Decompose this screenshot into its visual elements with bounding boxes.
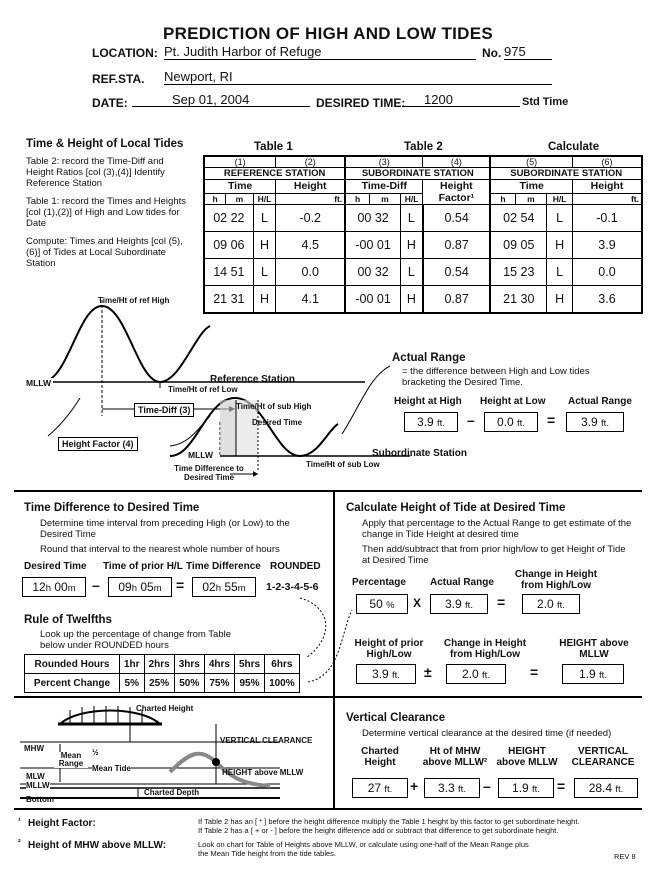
cell-hl1[interactable]: L xyxy=(253,259,276,286)
twelfths-table xyxy=(24,654,300,693)
col-1-number: (1) xyxy=(204,156,276,168)
charted-height-label: Charted Height xyxy=(136,704,194,713)
vc-height-above-mllw-field[interactable]: 1.9 ft. xyxy=(498,778,554,798)
equals-sign: = xyxy=(557,778,566,794)
prior-height-field[interactable]: 3.9 ft. xyxy=(356,664,416,684)
vertical-clearance-result-label: VERTICAL CLEARANCE xyxy=(571,746,635,768)
subordinate-station-calc-header: SUBORDINATE STATION xyxy=(490,168,642,180)
rule-of-twelfths-title: Rule of Twelfths xyxy=(24,614,112,626)
height-above-mllw-diagram-label: HEIGHT above MLLW xyxy=(222,768,304,777)
subordinate-station-header: SUBORDINATE STATION xyxy=(345,168,490,180)
sub-low-label: Time/Ht of sub Low xyxy=(306,460,380,469)
h-subheader: h xyxy=(490,193,515,204)
date-field[interactable]: Sep 01, 2004 xyxy=(132,92,310,107)
ref-high-label: Time/Ht of ref High xyxy=(98,296,170,305)
rounded-hours-cell: 2hrs xyxy=(144,655,174,674)
location-field[interactable]: Pt. Judith Harbor of Refuge xyxy=(164,44,476,60)
mean-tide-label: Mean Tide xyxy=(92,764,131,773)
actual-range-field[interactable]: 3.9 ft. xyxy=(566,412,624,432)
calc-height-desc-1: Apply that percentage to the Actual Range to get estimate of the change in Tide Height at desired time xyxy=(362,518,632,540)
cell-t1[interactable]: 21 31 xyxy=(204,286,253,314)
percent-change-cell: 5% xyxy=(120,674,145,693)
footnote-1-marker: ¹ xyxy=(18,816,21,825)
tide-table xyxy=(203,155,643,314)
cell-hl1[interactable]: H xyxy=(253,232,276,259)
calc-actual-range-field[interactable]: 3.9 ft. xyxy=(430,594,488,614)
mhw-footnote-label: Height of MHW above MLLW: xyxy=(28,840,167,851)
vc-height-above-mllw-label: HEIGHT above MLLW xyxy=(496,746,558,768)
col-5-number: (5) xyxy=(490,156,572,168)
cell-t1[interactable]: 14 51 xyxy=(204,259,253,286)
height-above-mllw-label: HEIGHT above MLLW xyxy=(559,638,629,660)
rounded-hours-label: Rounded Hours xyxy=(25,655,120,674)
vc-diagram-label: VERTICAL CLEARANCE xyxy=(220,736,313,745)
equals-sign: = xyxy=(530,664,539,680)
charted-depth-label: Charted Depth xyxy=(144,788,200,797)
cell-f[interactable]: 0.87 xyxy=(423,286,491,314)
height-factor-note-1: If Table 2 has an [ * ] before the height difference multiply the Table 1 height by this factor to get subordinate height. xyxy=(198,817,580,826)
cell-t1[interactable]: 09 06 xyxy=(204,232,253,259)
rounded-col-label: ROUNDED xyxy=(270,561,321,572)
cell-t5[interactable]: 15 23 xyxy=(490,259,546,286)
cell-f[interactable]: 0.87 xyxy=(423,232,491,259)
vertical-clearance-desc: Determine vertical clearance at the desired time (if needed) xyxy=(362,728,612,739)
ft-subheader: ft. xyxy=(276,193,346,204)
rounded-hours-cell: 3hrs xyxy=(174,655,204,674)
rule-of-twelfths-desc: Look up the percentage of change from Table below under ROUNDED hours xyxy=(40,629,232,651)
cell-hl5[interactable]: H xyxy=(547,232,573,259)
time-diff-header: Time-Diff xyxy=(345,180,423,194)
mean-range-label: Mean Range xyxy=(54,752,88,768)
cell-hl3[interactable]: H xyxy=(400,286,422,314)
cell-h1[interactable]: 0.0 xyxy=(276,259,346,286)
desired-time-hm-field[interactable]: 12h 00m xyxy=(22,577,86,597)
percent-change-cell: 75% xyxy=(204,674,234,693)
h-subheader: h xyxy=(345,193,369,204)
minus-sign: – xyxy=(483,778,491,794)
col-4-number: (4) xyxy=(423,156,491,168)
charted-height-field[interactable]: 27 ft. xyxy=(352,778,408,798)
date-label: DATE: xyxy=(92,96,128,110)
time-difference-desc-2: Round that interval to the nearest whole number of hours xyxy=(40,544,280,555)
charted-height-calc-label: Charted Height xyxy=(361,746,399,768)
percent-change-label: Percent Change xyxy=(25,674,120,693)
mhw-note-2: the Mean Tide height from the tide tables. xyxy=(198,849,336,858)
calc-height-desc-2: Then add/subtract that from prior high/low to get Height of Tide at Desired Time xyxy=(362,544,626,566)
reference-station-header: REFERENCE STATION xyxy=(204,168,345,180)
table1-title: Table 1 xyxy=(254,141,293,153)
cell-t5[interactable]: 21 30 xyxy=(490,286,546,314)
cell-td[interactable]: 00 32 xyxy=(345,259,400,286)
actual-range-label: Actual Range xyxy=(568,396,632,407)
cell-t5[interactable]: 09 05 xyxy=(490,232,546,259)
height-at-low-label: Height at Low xyxy=(480,396,546,407)
minus-sign: – xyxy=(467,412,475,428)
col-3-number: (3) xyxy=(345,156,423,168)
table2-instruction: Table 2: record the Time-Diff and Height Ratios [col (3),(4)] Identify Reference Station xyxy=(26,156,165,189)
twelfths-arrows xyxy=(300,596,360,706)
multiply-sign: X xyxy=(413,596,422,610)
calculate-title: Calculate xyxy=(548,141,600,153)
cell-hl5[interactable]: L xyxy=(547,259,573,286)
number-field[interactable]: 975 xyxy=(504,44,552,60)
mhw-note-1: Look on chart for Table of Heights above MLLW, or calculate using one-half of the Mean Range plus xyxy=(198,840,529,849)
minus-sign: – xyxy=(92,577,100,593)
number-label: No. xyxy=(482,46,502,60)
calc-actual-range-label: Actual Range xyxy=(430,577,494,588)
percent-change-cell: 100% xyxy=(265,674,300,693)
subordinate-station-label: Subordinate Station xyxy=(372,448,467,459)
cell-h6[interactable]: -0.1 xyxy=(573,205,643,232)
mlw-label: MLW xyxy=(26,772,45,781)
desired-time-marker-label: Desired Time xyxy=(252,418,303,427)
mhw-above-mllw-field[interactable]: 3.3 ft. xyxy=(424,778,480,798)
cell-h1[interactable]: -0.2 xyxy=(276,205,346,232)
cell-td[interactable]: -00 01 xyxy=(345,232,400,259)
equals-sign: = xyxy=(176,577,185,593)
vertical-clearance-field[interactable]: 28.4 ft. xyxy=(574,778,638,798)
time-difference-desc-1: Determine time interval from preceding High (or Low) to the Desired Time xyxy=(40,518,290,540)
cell-f[interactable]: 0.54 xyxy=(423,205,491,232)
cell-td[interactable]: 00 32 xyxy=(345,205,400,232)
bottom-label: Bottom xyxy=(26,795,54,804)
time-calc-header: Time xyxy=(490,180,572,194)
page-title: PREDICTION OF HIGH AND LOW TIDES xyxy=(162,24,494,43)
plus-minus-sign: ± xyxy=(424,664,432,680)
table1-instruction: Table 1: record the Times and Heights [col (1),(2)] of High and Low tides for Date xyxy=(26,196,187,229)
time-difference-hm-field[interactable]: 02h 55m xyxy=(192,577,256,597)
height-calc-header: Height xyxy=(573,180,643,194)
tide-row xyxy=(204,205,642,232)
ref-low-label: Time/Ht of ref Low xyxy=(168,385,238,394)
height-factor-header: Height Factor¹ xyxy=(423,180,491,205)
revision-label: REV 8 xyxy=(614,852,636,861)
local-tides-title: Time & Height of Local Tides xyxy=(26,138,184,150)
col-6-number: (6) xyxy=(573,156,643,168)
plus-sign: + xyxy=(410,778,419,794)
time-header: Time xyxy=(204,180,276,194)
footnote-2-marker: ² xyxy=(18,838,21,847)
prior-hl-hm-field[interactable]: 09h 05m xyxy=(108,577,172,597)
tide-row xyxy=(204,259,642,286)
percent-change-cell: 95% xyxy=(234,674,264,693)
height-at-high-field[interactable]: 3.9 ft. xyxy=(404,412,458,432)
change-in-height-field[interactable]: 2.0 ft. xyxy=(522,594,580,614)
prior-height-label: Height of prior High/Low xyxy=(354,638,424,660)
sub-high-label: Time/Ht of sub High xyxy=(236,402,312,411)
cell-h6[interactable]: 3.6 xyxy=(573,286,643,314)
hl-subheader: H/L xyxy=(253,193,276,204)
cell-hl1[interactable]: H xyxy=(253,286,276,314)
cell-h6[interactable]: 0.0 xyxy=(573,259,643,286)
actual-range-desc: = the difference between High and Low tides bracketing the Desired Time. xyxy=(402,366,590,388)
height-factor-note-2: If Table 2 has a [ + or - ] before the height difference add or subtract that difference to get subordinate height. xyxy=(198,826,559,835)
time-difference-col-label: Time Difference xyxy=(186,561,261,572)
change-in-height-label: Change in Height from High/Low xyxy=(514,569,598,591)
desired-time-field[interactable]: 1200 xyxy=(402,92,520,107)
time-diff-box: Time-Diff (3) xyxy=(134,403,194,417)
compute-instruction: Compute: Times and Heights [col (5),(6)] of Tides at Local Subordinate Station xyxy=(26,236,183,269)
percentage-label: Percentage xyxy=(352,577,406,588)
vertical-clearance-title: Vertical Clearance xyxy=(346,712,446,724)
height-at-high-label: Height at High xyxy=(394,396,462,407)
divider-3 xyxy=(14,808,642,810)
half-label: ½ xyxy=(92,748,99,757)
percent-change-cell: 50% xyxy=(174,674,204,693)
equals-sign: = xyxy=(547,412,556,428)
cell-f[interactable]: 0.54 xyxy=(423,259,491,286)
refsta-field[interactable]: Newport, RI xyxy=(164,69,552,85)
reference-station-label: Reference Station xyxy=(210,374,296,385)
cell-h1[interactable]: 4.1 xyxy=(276,286,346,314)
desired-time-label: DESIRED TIME: xyxy=(316,96,406,110)
h-subheader: h xyxy=(204,193,226,204)
location-label: LOCATION: xyxy=(92,46,158,60)
cell-h1[interactable]: 4.5 xyxy=(276,232,346,259)
change-in-height-2-label: Change in Height from High/Low xyxy=(443,638,527,660)
rounded-hours-cell: 4hrs xyxy=(204,655,234,674)
change-in-height-2-field[interactable]: 2.0 ft. xyxy=(446,664,506,684)
m-subheader: m xyxy=(226,193,254,204)
mllw-vc-label: MLLW xyxy=(26,781,50,790)
cell-t1[interactable]: 02 22 xyxy=(204,205,253,232)
height-factor-box: Height Factor (4) xyxy=(58,437,138,451)
mhw-above-mllw-label: Ht of MHW above MLLW² xyxy=(422,746,488,768)
rounded-hours-cell: 1hr xyxy=(120,655,145,674)
rounded-hours-cell: 5hrs xyxy=(234,655,264,674)
cell-hl1[interactable]: L xyxy=(253,205,276,232)
actual-range-title: Actual Range xyxy=(392,352,466,364)
height-above-mllw-field[interactable]: 1.9 ft. xyxy=(562,664,624,684)
col-2-number: (2) xyxy=(276,156,346,168)
cell-hl3[interactable]: L xyxy=(400,259,422,286)
cell-hl5[interactable]: H xyxy=(547,286,573,314)
mhw-label: MHW xyxy=(24,744,44,753)
cell-t5[interactable]: 02 54 xyxy=(490,205,546,232)
percentage-field[interactable]: 50 % xyxy=(356,594,408,614)
cell-hl3[interactable]: L xyxy=(400,205,422,232)
std-time-label: Std Time xyxy=(522,96,569,108)
mllw-sub-label: MLLW xyxy=(188,450,214,460)
calc-height-title: Calculate Height of Tide at Desired Time xyxy=(346,502,566,514)
height-factor-footnote-label: Height Factor: xyxy=(28,818,96,829)
hl-subheader: H/L xyxy=(400,193,422,204)
refsta-label: REF.STA. xyxy=(92,72,145,86)
cell-hl3[interactable]: H xyxy=(400,232,422,259)
hl-subheader: H/L xyxy=(547,193,573,204)
time-difference-title: Time Difference to Desired Time xyxy=(24,502,200,514)
ft-subheader: ft. xyxy=(573,193,643,204)
divider-vertical-2 xyxy=(333,696,335,808)
cell-h6[interactable]: 3.9 xyxy=(573,232,643,259)
rounded-scale: 1-2-3-4-5-6 xyxy=(266,581,319,593)
rounded-hours-cell: 6hrs xyxy=(265,655,300,674)
table2-title: Table 2 xyxy=(404,141,443,153)
desired-time-col-label: Desired Time xyxy=(24,561,87,572)
m-subheader: m xyxy=(369,193,400,204)
time-difference-desired-label: Time Difference to Desired Time xyxy=(174,464,244,482)
tide-row xyxy=(204,232,642,259)
cell-td[interactable]: -00 01 xyxy=(345,286,400,314)
height-at-low-field[interactable]: 0.0 ft. xyxy=(484,412,538,432)
prior-hl-col-label: Time of prior H/L xyxy=(103,561,183,572)
cell-hl5[interactable]: L xyxy=(547,205,573,232)
m-subheader: m xyxy=(515,193,547,204)
percent-change-cell: 25% xyxy=(144,674,174,693)
equals-sign: = xyxy=(497,594,506,610)
height-header: Height xyxy=(276,180,346,194)
mllw-ref-label: MLLW xyxy=(26,378,52,388)
divider-1 xyxy=(14,490,642,492)
